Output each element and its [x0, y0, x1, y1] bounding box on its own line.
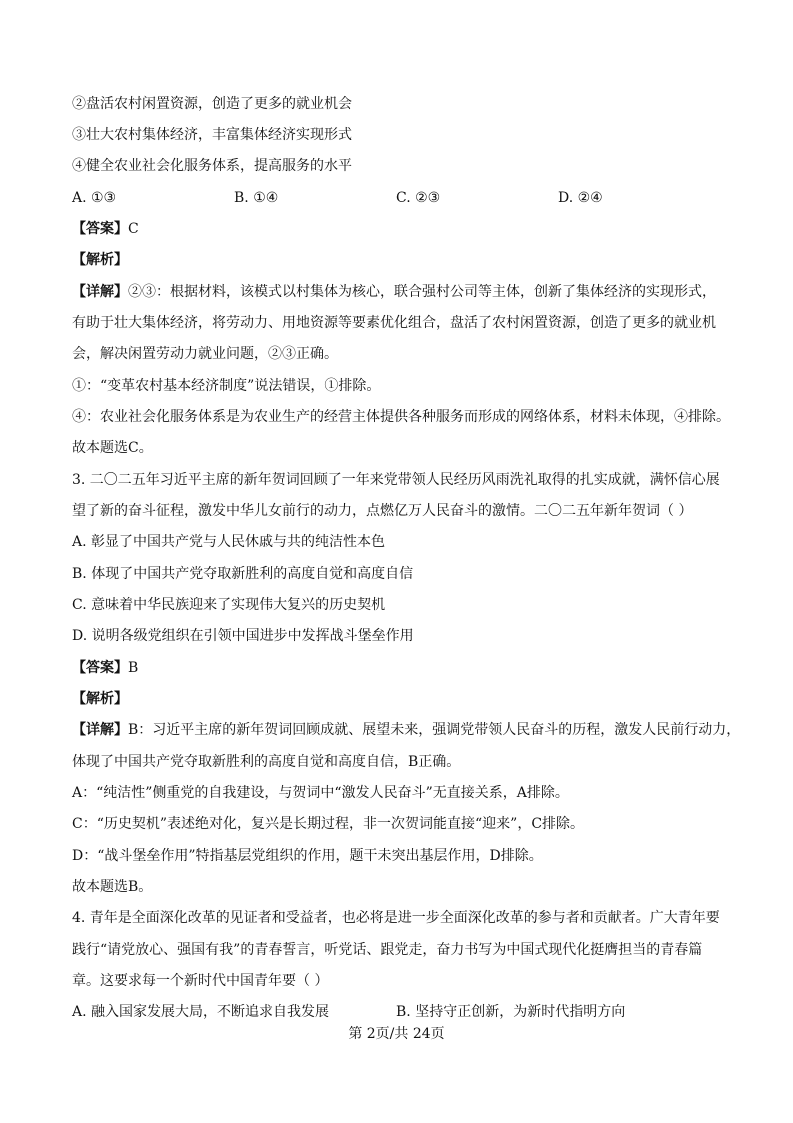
detail-text: ②③：根据材料，该模式以村集体为核心，联合强村公司等主体，创新了集体经济的实现形式， [128, 284, 716, 300]
q3-detail-3: A：“纯洁性”侧重党的自我建设，与贺词中“激发人民奋斗”无直接关系，A排除。 [72, 785, 569, 801]
answer-value: B [128, 660, 139, 676]
q4-stem-1: 4. 青年是全面深化改革的见证者和受益者，也必将是进一步全面深化改革的参与者和贡献者。广大青年要 [72, 910, 720, 926]
q2-detail-2: 有助于壮大集体经济，将劳动力、用地资源等要素优化组合，盘活了农村闲置资源，创造了更多的就业机 [72, 315, 716, 331]
q3-detail-1 [72, 720, 740, 740]
q4-option-b: B. 坚持守正创新，为新时代指明方向 [396, 1004, 626, 1020]
q2-answer [72, 219, 139, 239]
q2-choices [72, 188, 722, 208]
q3-option-d: D. 说明各级党组织在引领中国进步中发挥战斗堡垒作用 [72, 628, 414, 644]
q2-analysis-heading [72, 250, 128, 270]
q3-detail-2: 体现了中国共产党夺取新胜利的高度自觉和高度自信，B正确。 [72, 754, 461, 770]
q2-conclusion: 故本题选C。 [72, 440, 153, 456]
q3-answer [72, 658, 138, 678]
q2-choice-d: D. ②④ [558, 190, 603, 206]
q3-detail-4: C：“历史契机”表述绝对化，复兴是长期过程，非一次贺词能直接“迎来”，C排除。 [72, 816, 585, 832]
q4-stem-3: 章。这要求每一个新时代中国青年要（ ） [72, 973, 329, 989]
q3-detail-5: D：“战斗堡垒作用”特指基层党组织的作用，题干未突出基层作用，D排除。 [72, 848, 543, 864]
q2-detail-4: ①：“变革农村基本经济制度”说法错误，①排除。 [72, 378, 381, 394]
q3-analysis-heading [72, 689, 128, 709]
q2-choice-c: C. ②③ [396, 190, 441, 206]
q2-detail-1 [72, 282, 716, 302]
q3-option-a: A. 彰显了中国共产党与人民休戚与共的纯洁性本色 [72, 534, 386, 550]
q2-option-2: ②盘活农村闲置资源，创造了更多的就业机会 [72, 96, 352, 112]
detail-text: B：习近平主席的新年贺词回顾成就、展望未来，强调党带领人民奋斗的历程，激发人民前行动力， [128, 722, 741, 738]
q2-option-3: ③壮大农村集体经济，丰富集体经济实现形式 [72, 127, 352, 143]
detail-tag: 【详解】 [72, 284, 128, 300]
q4-option-a: A. 融入国家发展大局，不断追求自我发展 [72, 1004, 330, 1020]
q4-stem-2: 践行“请党放心、强国有我”的青春誓言，听党话、跟党走，奋力书写为中国式现代化挺膺担当的青春篇 [72, 942, 703, 958]
q3-stem-1: 3. 二〇二五年习近平主席的新年贺词回顾了一年来党带领人民经历风雨洗礼取得的扎实成就，满怀信心展 [72, 472, 720, 488]
q3-conclusion: 故本题选B。 [72, 879, 153, 895]
q3-option-b: B. 体现了中国共产党夺取新胜利的高度自觉和高度自信 [72, 566, 414, 582]
q2-choice-a: A. ①③ [72, 190, 117, 206]
q2-detail-5: ④：农业社会化服务体系是为农业生产的经营主体提供各种服务而形成的网络体系，材料未体现，④排除。 [72, 409, 730, 425]
analysis-tag: 【解析】 [72, 252, 128, 268]
q3-option-c: C. 意味着中华民族迎来了实现伟大复兴的历史契机 [72, 597, 386, 613]
answer-tag: 【答案】 [72, 660, 128, 676]
q3-stem-2: 望了新的奋斗征程，激发中华儿女前行的动力，点燃亿万人民奋斗的激情。二〇二五年新年贺词（ ） [72, 503, 693, 519]
q4-options [72, 1002, 722, 1022]
q2-option-4: ④健全农业社会化服务体系，提高服务的水平 [72, 158, 352, 174]
q2-choice-b: B. ①④ [234, 190, 279, 206]
analysis-tag: 【解析】 [72, 691, 128, 707]
answer-value: C [128, 221, 139, 237]
page-number: 第 2页/共 24页 [348, 1026, 445, 1042]
detail-tag: 【详解】 [72, 722, 128, 738]
answer-tag: 【答案】 [72, 221, 128, 237]
q2-detail-3: 会，解决闲置劳动力就业问题，②③正确。 [72, 346, 338, 362]
